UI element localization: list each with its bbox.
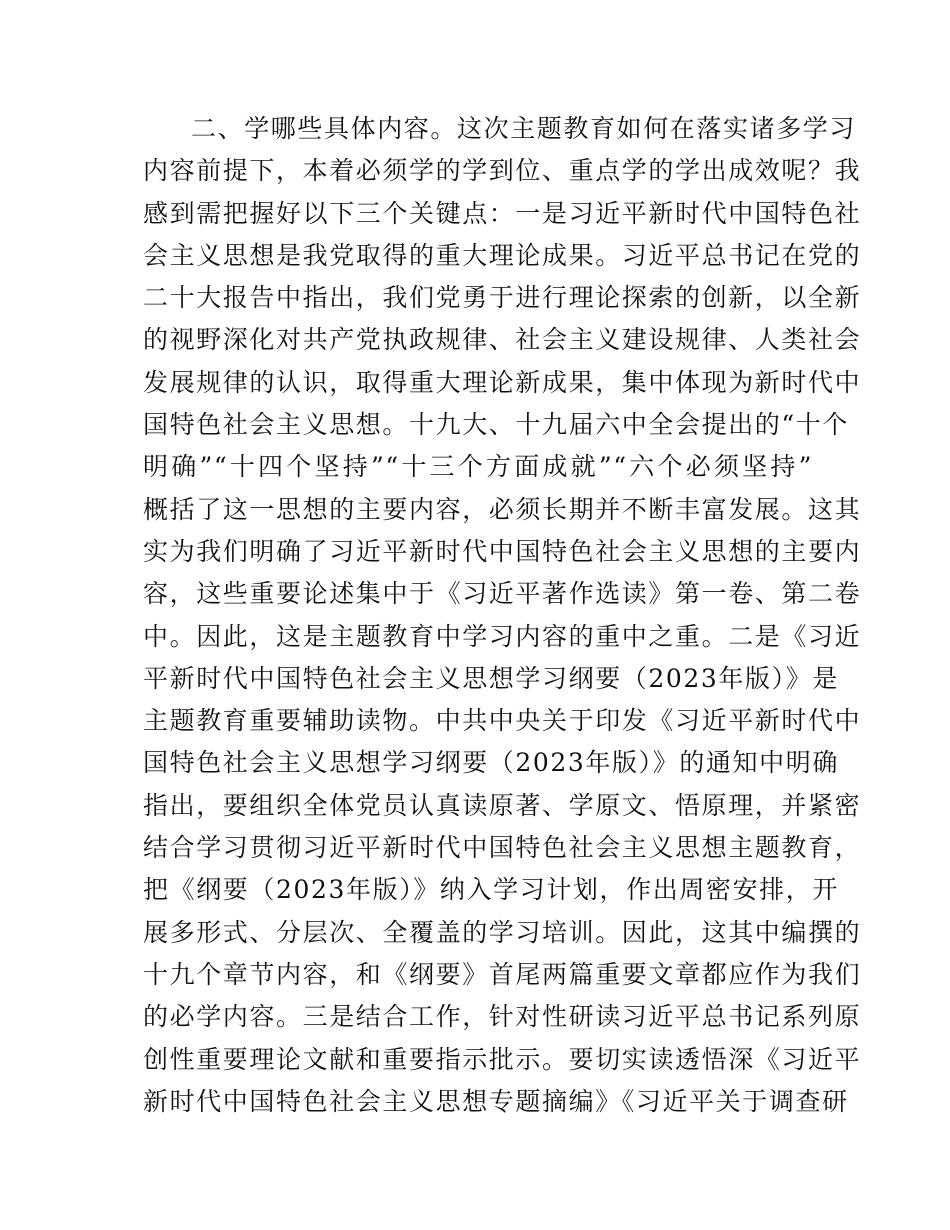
text-line: 的必学内容。三是结合工作，针对性研读习近平总书记系列原 — [143, 1002, 862, 1032]
text-line: 二十大报告中指出，我们党勇于进行理论探索的创新，以全新 — [143, 283, 862, 313]
text-line: 感到需把握好以下三个关键点：一是习近平新时代中国特色社 — [143, 198, 862, 228]
text-line: 新时代中国特色社会主义思想专题摘编》《习近平关于调查研 — [143, 1086, 849, 1116]
text-line: 概括了这一思想的主要内容，必须长期并不断丰富发展。这其 — [143, 494, 862, 524]
text-line: 实为我们明确了习近平新时代中国特色社会主义思想的主要内 — [143, 536, 862, 566]
text-line: 创性重要理论文献和重要指示批示。要切实读透悟深《习近平 — [143, 1044, 862, 1074]
text-line: 平新时代中国特色社会主义思想学习纲要（2023年版）》是 — [143, 663, 839, 693]
text-line: 发展规律的认识，取得重大理论新成果，集中体现为新时代中 — [143, 367, 862, 397]
text-line: 内容前提下，本着必须学的学到位、重点学的学出成效呢？我 — [143, 156, 862, 186]
text-line: 明确”“十四个坚持”“十三个方面成就”“六个必须坚持” — [143, 452, 813, 482]
text-line: 国特色社会主义思想学习纲要（2023年版）》的通知中明确 — [143, 748, 839, 778]
text-line: 指出，要组织全体党员认真读原著、学原文、悟原理，并紧密 — [143, 790, 862, 820]
text-line: 把《纲要（2023年版）》纳入学习计划，作出周密安排，开 — [143, 875, 839, 905]
text-line: 主题教育重要辅助读物。中共中央关于印发《习近平新时代中 — [143, 706, 862, 736]
text-line: 十九个章节内容，和《纲要》首尾两篇重要文章都应作为我们 — [143, 959, 862, 989]
text-line: 的视野深化对共产党执政规律、社会主义建设规律、人类社会 — [143, 325, 862, 355]
text-line: 会主义思想是我党取得的重大理论成果。习近平总书记在党的 — [143, 240, 862, 270]
text-line: 容，这些重要论述集中于《习近平著作选读》第一卷、第二卷 — [143, 579, 862, 609]
text-line: 结合学习贯彻习近平新时代中国特色社会主义思想主题教育， — [143, 833, 862, 863]
text-line: 二、学哪些具体内容。这次主题教育如何在落实诸多学习 — [191, 114, 857, 143]
text-line: 国特色社会主义思想。十九大、十九届六中全会提出的“十个 — [143, 410, 849, 440]
text-line: 展多形式、分层次、全覆盖的学习培训。因此，这其中编撰的 — [143, 917, 862, 947]
body-paragraph — [143, 108, 862, 1123]
text-line: 中。因此，这是主题教育中学习内容的重中之重。二是《习近 — [143, 621, 862, 651]
